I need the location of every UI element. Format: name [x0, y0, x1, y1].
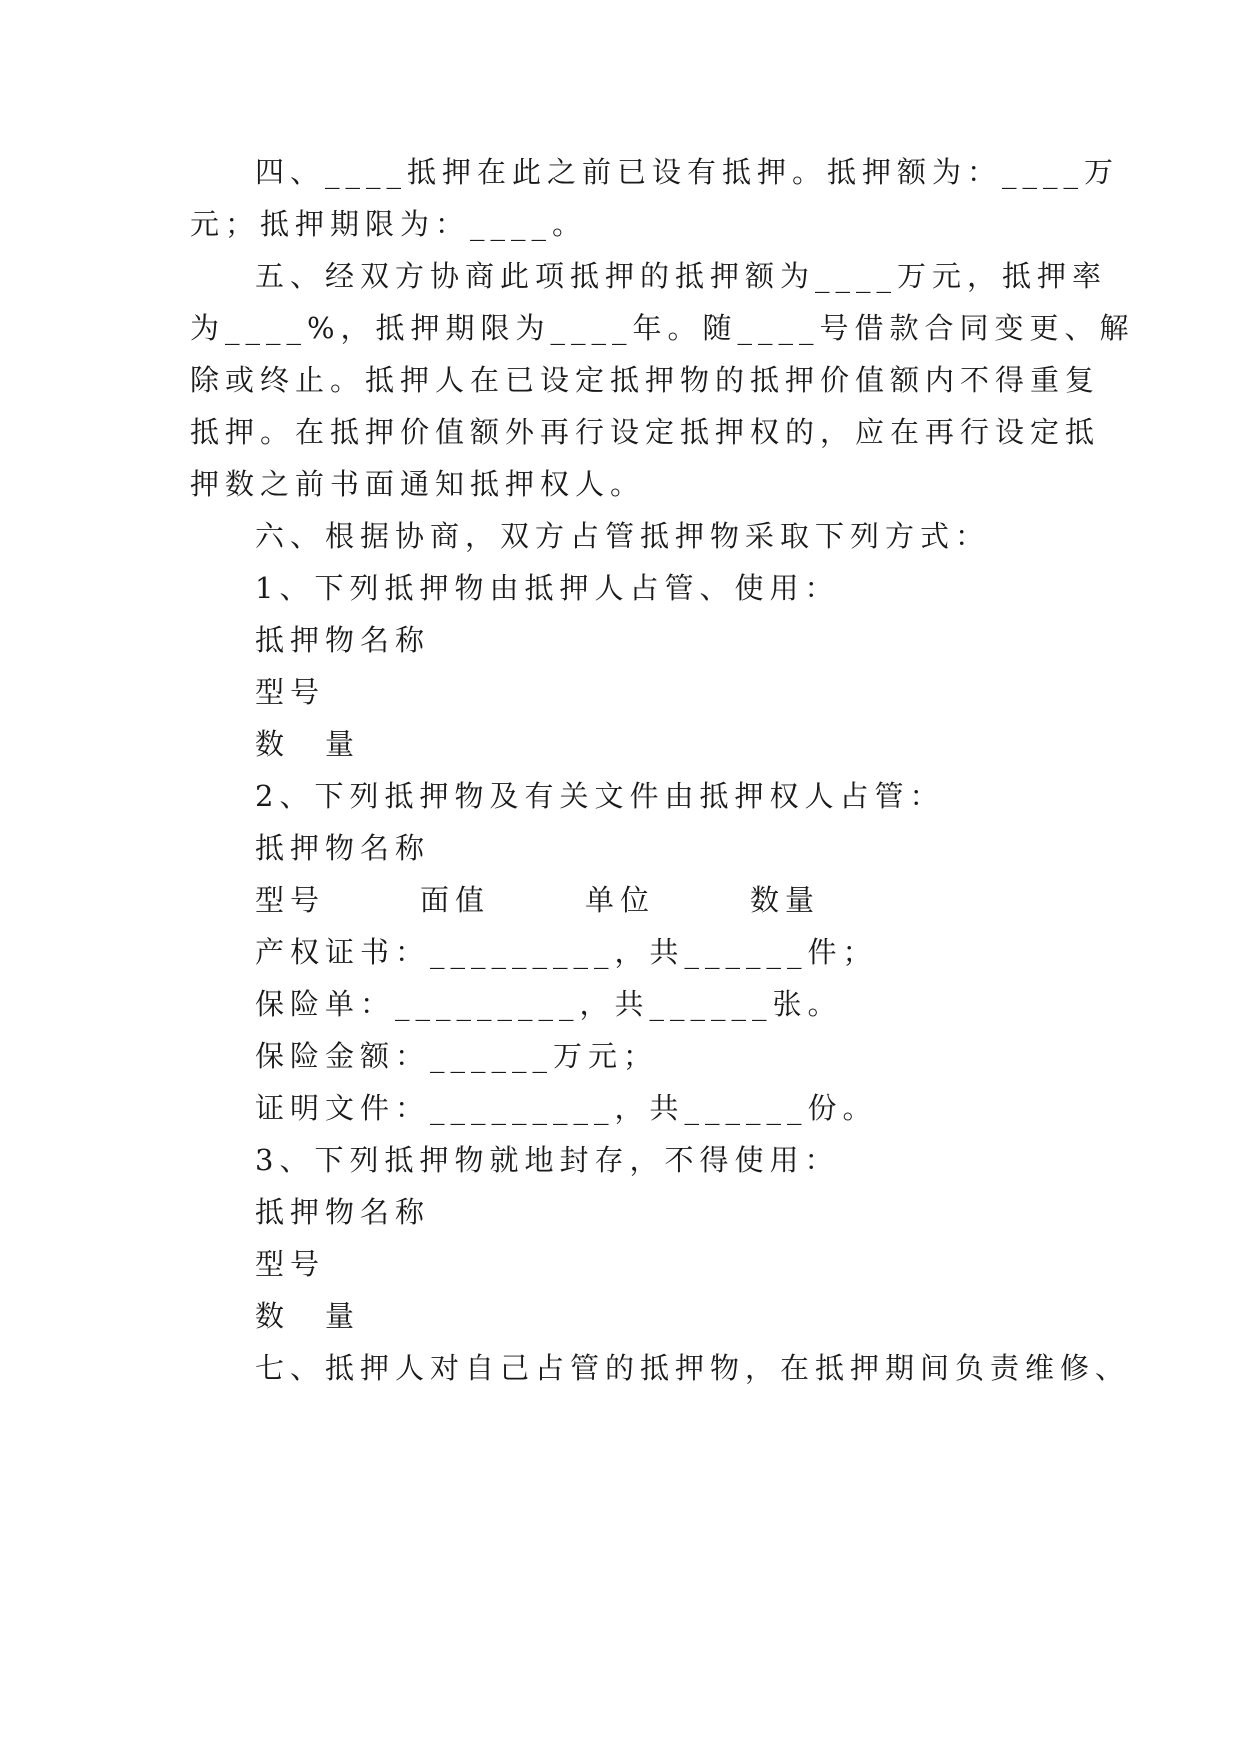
item-2-name-label: 抵押物名称 — [255, 831, 431, 865]
item-1-quantity-label: 数 量 — [255, 727, 361, 761]
column-unit: 单位 — [585, 883, 656, 917]
paragraph-5-line-5: 押数之前书面通知抵押权人。 — [190, 467, 646, 501]
certificate-documents-line: 证明文件：_________，共______份。 — [255, 1091, 878, 1125]
item-2-heading: 2、下列抵押物及有关文件由抵押权人占管： — [255, 779, 945, 813]
paragraph-4-line-1: 四、____抵押在此之前已设有抵押。抵押额为：____万 — [255, 155, 1120, 189]
property-certificate-line: 产权证书：_________，共______件； — [255, 935, 878, 969]
insurance-amount-line: 保险金额：______万元； — [255, 1039, 659, 1073]
paragraph-4-line-2: 元；抵押期限为：____。 — [190, 207, 588, 241]
paragraph-5-line-3: 除或终止。抵押人在已设定抵押物的抵押价值额内不得重复 — [190, 363, 1101, 397]
item-3-quantity-label: 数 量 — [255, 1299, 361, 1333]
item-1-name-label: 抵押物名称 — [255, 623, 431, 657]
paragraph-5-line-2: 为____%，抵押期限为____年。随____号借款合同变更、解 — [190, 311, 1135, 345]
paragraph-7-line-1: 七、抵押人对自己占管的抵押物，在抵押期间负责维修、 — [255, 1351, 1131, 1385]
item-1-heading: 1、下列抵押物由抵押人占管、使用： — [255, 571, 840, 605]
column-quantity: 数量 — [750, 883, 821, 917]
insurance-policy-line: 保险单：_________，共______张。 — [255, 987, 843, 1021]
item-3-name-label: 抵押物名称 — [255, 1195, 431, 1229]
column-face-value: 面值 — [420, 883, 491, 917]
paragraph-6-heading: 六、根据协商，双方占管抵押物采取下列方式： — [255, 519, 991, 553]
paragraph-5-line-4: 抵押。在抵押价值额外再行设定抵押权的，应在再行设定抵 — [190, 415, 1101, 449]
column-model: 型号 — [255, 883, 326, 917]
item-1-model-label: 型号 — [255, 675, 326, 709]
item-3-heading: 3、下列抵押物就地封存，不得使用： — [255, 1143, 840, 1177]
item-3-model-label: 型号 — [255, 1247, 326, 1281]
item-2-columns-row — [255, 880, 1115, 920]
paragraph-5-line-1: 五、经双方协商此项抵押的抵押额为____万元，抵押率 — [255, 259, 1108, 293]
